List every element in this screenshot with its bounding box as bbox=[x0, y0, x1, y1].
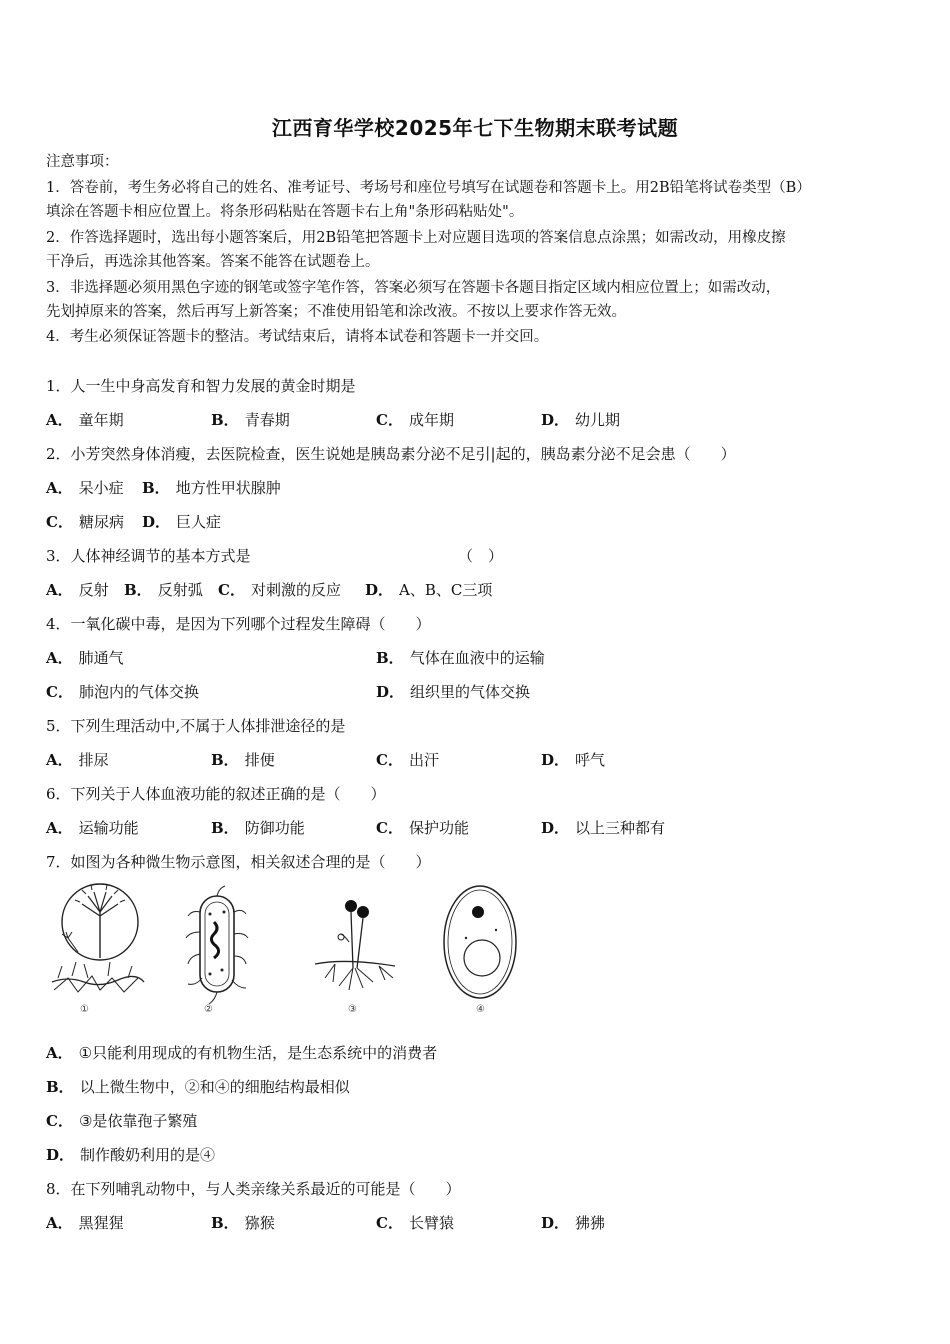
option-c: C． 保护功能 bbox=[376, 819, 469, 837]
option-b: B． 反射弧 bbox=[124, 581, 203, 599]
question-stem: 1．人一生中身高发育和智力发展的黄金时期是 bbox=[46, 377, 356, 395]
option-b: B． 地方性甲状腺肿 bbox=[142, 479, 281, 497]
option-a: A． 排尿 bbox=[46, 751, 109, 769]
option-d: D． A、B、C三项 bbox=[365, 581, 493, 599]
option-a: A． 呆小症 bbox=[46, 479, 124, 497]
option-a: A． 童年期 bbox=[46, 411, 124, 429]
figure-caption-1: ① bbox=[80, 1004, 89, 1015]
rhizopus-illustration bbox=[305, 882, 405, 1012]
notice-line: 3．非选择题必须用黑色字迹的钢笔或签字笔作答，答案必须写在答题卡各题目指定区域内相应位置上；如需改动， bbox=[46, 280, 781, 296]
notice-heading: 注意事项： bbox=[46, 154, 119, 170]
answer-paren: （ ） bbox=[458, 547, 504, 565]
question-stem: 5．下列生理活动中,不属于人体排泄途径的是 bbox=[46, 717, 346, 735]
option-c: C． 对刺激的反应 bbox=[218, 581, 341, 599]
notice-line: 1．答卷前，考生务必将自己的姓名、准考证号、考场号和座位号填写在试题卷和答题卡上。用2B铅笔将试卷类型（B） bbox=[46, 180, 811, 196]
notice-line: 4．考生必须保证答题卡的整洁。考试结束后，请将本试卷和答题卡一并交回。 bbox=[46, 329, 549, 345]
question-stem: 7．如图为各种微生物示意图，相关叙述合理的是（ ） bbox=[46, 853, 431, 871]
figure-caption-3: ③ bbox=[348, 1004, 357, 1015]
question-stem: 3．人体神经调节的基本方式是 bbox=[46, 547, 251, 565]
option-d: D． 呼气 bbox=[541, 751, 606, 769]
option-d: D． 组织里的气体交换 bbox=[376, 683, 531, 701]
option-d: D． 巨人症 bbox=[142, 513, 222, 531]
option-a: A． ①只能利用现成的有机物生活，是生态系统中的消费者 bbox=[46, 1044, 438, 1062]
figure-caption-2: ② bbox=[204, 1004, 213, 1015]
option-a: A． 肺通气 bbox=[46, 649, 124, 667]
notice-line: 2．作答选择题时，选出每小题答案后，用2B铅笔把答题卡上对应题目选项的答案信息点涂黑；如需改动，用橡皮擦 bbox=[46, 230, 786, 246]
notice-line: 干净后，再选涂其他答案。答案不能答在试题卷上。 bbox=[46, 254, 380, 270]
yeast-illustration bbox=[438, 882, 528, 1012]
mold-illustration bbox=[48, 882, 148, 1012]
option-a: A． 黑猩猩 bbox=[46, 1214, 124, 1232]
option-b: B． 防御功能 bbox=[211, 819, 305, 837]
option-b: B． 猕猴 bbox=[211, 1214, 275, 1232]
option-c: C． 肺泡内的气体交换 bbox=[46, 683, 199, 701]
microorganism-figure bbox=[40, 882, 540, 1022]
notice-line: 先划掉原来的答案，然后再写上新答案；不准使用铅笔和涂改液。不按以上要求作答无效。 bbox=[46, 304, 626, 320]
figure-caption-4: ④ bbox=[476, 1004, 485, 1015]
option-b: B． 排便 bbox=[211, 751, 275, 769]
option-d: D． 幼儿期 bbox=[541, 411, 621, 429]
option-d: D． 狒狒 bbox=[541, 1214, 606, 1232]
exam-title: 江西育华学校2025年七下生物期末联考试题 bbox=[271, 116, 679, 140]
option-b: B． 气体在血液中的运输 bbox=[376, 649, 545, 667]
option-d: D． 制作酸奶利用的是④ bbox=[46, 1146, 216, 1164]
notice-line: 填涂在答题卡相应位置上。将条形码粘贴在答题卡右上角"条形码粘贴处"。 bbox=[46, 204, 524, 220]
question-stem: 6．下列关于人体血液功能的叙述正确的是（ ） bbox=[46, 785, 386, 803]
option-c: C． 长臂猿 bbox=[376, 1214, 454, 1232]
option-b: B． 青春期 bbox=[211, 411, 290, 429]
option-c: C． 糖尿病 bbox=[46, 513, 124, 531]
question-stem: 2．小芳突然身体消瘦，去医院检查，医生说她是胰岛素分泌不足引|起的，胰岛素分泌不足会患（ ） bbox=[46, 445, 736, 463]
option-a: A． 反射 bbox=[46, 581, 109, 599]
question-stem: 8．在下列哺乳动物中，与人类亲缘关系最近的可能是（ ） bbox=[46, 1180, 461, 1198]
question-stem: 4．一氧化碳中毒，是因为下列哪个过程发生障碍（ ） bbox=[46, 615, 431, 633]
option-c: C． 出汗 bbox=[376, 751, 439, 769]
option-c: C． 成年期 bbox=[376, 411, 454, 429]
bacterium-illustration bbox=[180, 882, 260, 1012]
option-b: B． 以上微生物中，②和④的细胞结构最相似 bbox=[46, 1078, 350, 1096]
option-d: D． 以上三种都有 bbox=[541, 819, 666, 837]
option-a: A． 运输功能 bbox=[46, 819, 139, 837]
option-c: C． ③是依靠孢子繁殖 bbox=[46, 1112, 198, 1130]
